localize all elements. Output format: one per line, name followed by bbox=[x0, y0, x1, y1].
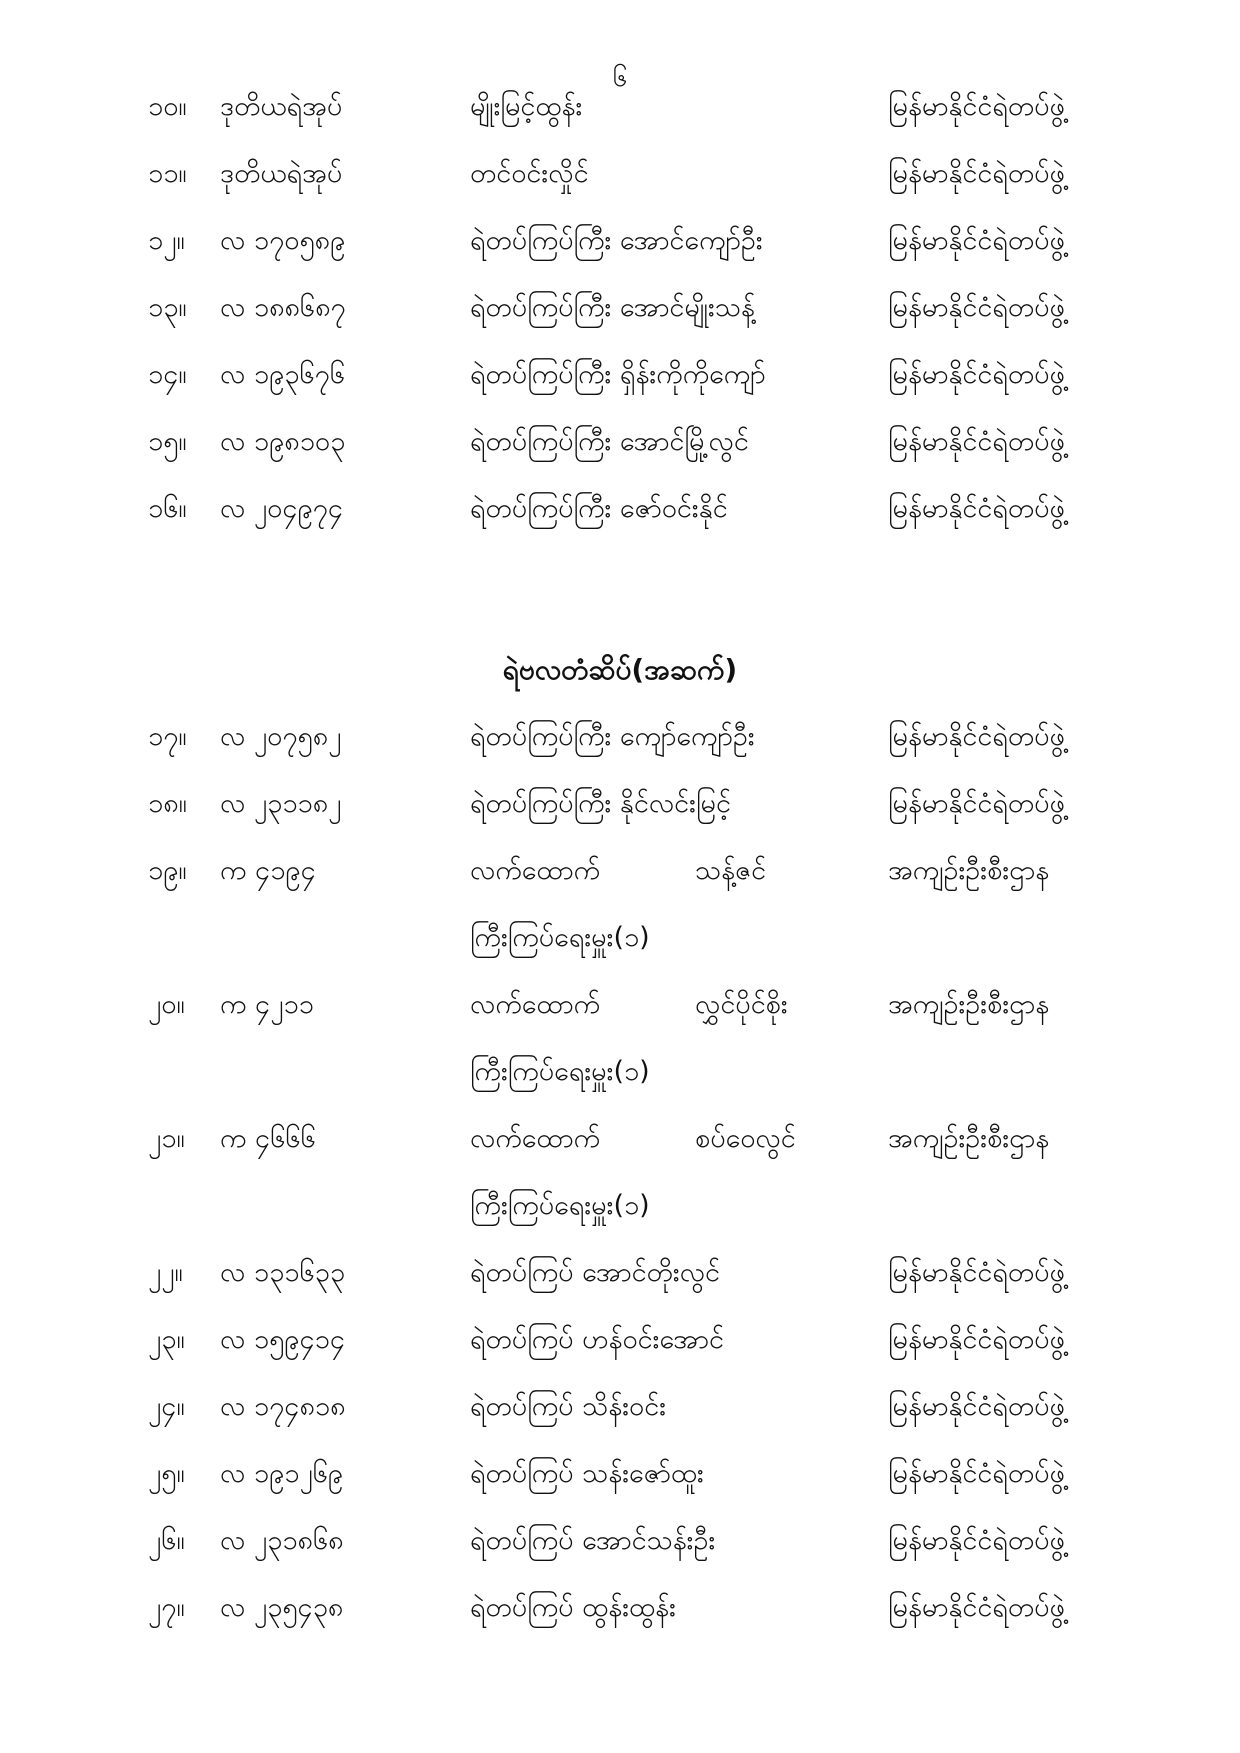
item-number: ၁၉။ bbox=[148, 855, 187, 886]
item-code: ဒုတိယရဲအုပ် bbox=[220, 158, 343, 189]
list-item bbox=[0, 149, 1240, 199]
list-item bbox=[0, 1516, 1240, 1566]
list-item bbox=[0, 1382, 1240, 1432]
list-item bbox=[0, 82, 1240, 132]
item-code: လ ၂၃၁၁၈၂ bbox=[220, 788, 342, 819]
item-unit: မြန်မာနိုင်ငံရဲတပ်ဖွဲ့ bbox=[888, 359, 1065, 390]
item-code: က ၄၆၆၆ bbox=[220, 1123, 316, 1154]
item-unit: မြန်မာနိုင်ငံရဲတပ်ဖွဲ့ bbox=[888, 1257, 1065, 1288]
item-unit: မြန်မာနိုင်ငံရဲတပ်ဖွဲ့ bbox=[888, 426, 1065, 457]
list-item bbox=[0, 712, 1240, 762]
item-unit: မြန်မာနိုင်ငံရဲတပ်ဖွဲ့ bbox=[888, 788, 1065, 819]
item-code: က ၄၁၉၄ bbox=[220, 855, 316, 886]
list-item bbox=[0, 417, 1240, 467]
item-number: ၁၈။ bbox=[148, 788, 187, 819]
list-item bbox=[0, 980, 1240, 1030]
item-name: ရဲတပ်ကြပ်ကြီး ကျော်ကျော်ဦး bbox=[470, 721, 755, 752]
item-number: ၁၅။ bbox=[148, 426, 187, 457]
item-unit: မြန်မာနိုင်ငံရဲတပ်ဖွဲ့ bbox=[888, 1458, 1065, 1489]
item-code: လ ၁၅၉၄၁၄ bbox=[220, 1324, 346, 1355]
item-name: ရဲတပ်ကြပ်ကြီး အောင်ကျော်ဦး bbox=[470, 225, 763, 256]
item-name: ရဲတပ်ကြပ်ကြီး ရှိန်းကိုကိုကျော် bbox=[470, 359, 766, 390]
section-title: ရဲဗလတံဆိပ်(အဆက်) bbox=[502, 653, 738, 686]
list-item bbox=[0, 846, 1240, 896]
item-number: ၁၁။ bbox=[148, 158, 187, 189]
item-code: လ ၁၈၈၆၈၇ bbox=[220, 292, 346, 323]
item-unit: မြန်မာနိုင်ငံရဲတပ်ဖွဲ့ bbox=[888, 1525, 1065, 1556]
item-rank: လက်ထောက် bbox=[470, 989, 601, 1020]
list-item bbox=[0, 1583, 1240, 1633]
item-number: ၂၀။ bbox=[148, 989, 185, 1020]
list-item bbox=[0, 1114, 1240, 1164]
item-number: ၂၁။ bbox=[148, 1123, 185, 1154]
item-code: လ ၁၉၁၂၆၉ bbox=[220, 1458, 344, 1489]
list-item bbox=[0, 779, 1240, 829]
item-code: လ ၁၇၀၅၈၉ bbox=[220, 225, 346, 256]
item-unit: မြန်မာနိုင်ငံရဲတပ်ဖွဲ့ bbox=[888, 1324, 1065, 1355]
page-number: ၆ bbox=[612, 63, 628, 93]
item-code: လ ၁၉၃၆၇၆ bbox=[220, 359, 346, 390]
list-item-continuation bbox=[0, 1047, 1240, 1097]
item-unit: အကျဉ်းဦးစီးဌာန bbox=[888, 1123, 1050, 1154]
item-name: ရဲတပ်ကြပ်ကြီး ဇော်ဝင်းနိုင် bbox=[470, 493, 728, 524]
list-item-continuation bbox=[0, 913, 1240, 963]
item-number: ၁၃။ bbox=[148, 292, 187, 323]
item-rank-continued: ကြီးကြပ်ရေးမှူး(၁) bbox=[470, 1056, 650, 1087]
item-rank-continued: ကြီးကြပ်ရေးမှူး(၁) bbox=[470, 1190, 650, 1221]
list-item bbox=[0, 1248, 1240, 1298]
item-unit: မြန်မာနိုင်ငံရဲတပ်ဖွဲ့ bbox=[888, 493, 1065, 524]
list-item bbox=[0, 1315, 1240, 1365]
item-number: ၂၆။ bbox=[148, 1525, 185, 1556]
item-number: ၁၀။ bbox=[148, 91, 187, 122]
item-number: ၁၄။ bbox=[148, 359, 187, 390]
item-unit: မြန်မာနိုင်ငံရဲတပ်ဖွဲ့ bbox=[888, 721, 1065, 752]
item-name: ရဲတပ်ကြပ်ကြီး အောင်မျိုးသန့် bbox=[470, 292, 755, 323]
item-unit: မြန်မာနိုင်ငံရဲတပ်ဖွဲ့ bbox=[888, 158, 1065, 189]
list-item bbox=[0, 484, 1240, 534]
item-unit: အကျဉ်းဦးစီးဌာန bbox=[888, 855, 1050, 886]
item-name: ရဲတပ်ကြပ် အောင်တိုးလွင် bbox=[470, 1257, 721, 1288]
item-rank-continued: ကြီးကြပ်ရေးမှူး(၁) bbox=[470, 922, 650, 953]
item-name: ရဲတပ်ကြပ် အောင်သန်းဦး bbox=[470, 1525, 716, 1556]
item-code: ဒုတိယရဲအုပ် bbox=[220, 91, 343, 122]
item-name: ရဲတပ်ကြပ် သန်းဇော်ထူး bbox=[470, 1458, 704, 1489]
item-name: သန့်ဇင် bbox=[695, 855, 767, 886]
item-name: ရဲတပ်ကြပ် ထွန်းထွန်း bbox=[470, 1592, 676, 1623]
item-number: ၁၂။ bbox=[148, 225, 185, 256]
item-number: ၂၇။ bbox=[148, 1592, 185, 1623]
item-name: ရဲတပ်ကြပ် သိန်းဝင်း bbox=[470, 1391, 667, 1422]
item-number: ၂၂။ bbox=[148, 1257, 183, 1288]
item-name: တင်ဝင်းလှိုင် bbox=[470, 158, 589, 189]
item-number: ၂၅။ bbox=[148, 1458, 185, 1489]
list-item bbox=[0, 1449, 1240, 1499]
item-unit: မြန်မာနိုင်ငံရဲတပ်ဖွဲ့ bbox=[888, 1391, 1065, 1422]
item-code: လ ၂၃၁၈၆၈ bbox=[220, 1525, 344, 1556]
item-name: ရဲတပ်ကြပ် ဟန်ဝင်းအောင် bbox=[470, 1324, 724, 1355]
item-number: ၁၇။ bbox=[148, 721, 187, 752]
list-item bbox=[0, 350, 1240, 400]
item-name: ရဲတပ်ကြပ်ကြီး နိုင်လင်းမြင့် bbox=[470, 788, 731, 819]
item-rank: လက်ထောက် bbox=[470, 855, 601, 886]
item-name: စပ်ဝေလွင် bbox=[695, 1123, 796, 1154]
item-code: က ၄၂၁၁ bbox=[220, 989, 314, 1020]
item-code: လ ၂၀၇၅၈၂ bbox=[220, 721, 342, 752]
item-number: ၁၆။ bbox=[148, 493, 187, 524]
item-name: ရဲတပ်ကြပ်ကြီး အောင်မြို့လွင် bbox=[470, 426, 749, 457]
list-item bbox=[0, 216, 1240, 266]
item-unit: မြန်မာနိုင်ငံရဲတပ်ဖွဲ့ bbox=[888, 225, 1065, 256]
item-name: မျိုးမြင့်ထွန်း bbox=[470, 91, 583, 122]
item-code: လ ၁၇၄၈၁၈ bbox=[220, 1391, 346, 1422]
item-unit: မြန်မာနိုင်ငံရဲတပ်ဖွဲ့ bbox=[888, 1592, 1065, 1623]
item-code: လ ၁၉၈၁၀၃ bbox=[220, 426, 346, 457]
list-item-continuation bbox=[0, 1181, 1240, 1231]
item-name: လွှင်ပိုင်စိုး bbox=[695, 989, 788, 1020]
item-unit: မြန်မာနိုင်ငံရဲတပ်ဖွဲ့ bbox=[888, 292, 1065, 323]
item-code: လ ၁၃၁၆၃၃ bbox=[220, 1257, 346, 1288]
item-unit: မြန်မာနိုင်ငံရဲတပ်ဖွဲ့ bbox=[888, 91, 1065, 122]
item-code: လ ၂၃၅၄၃၈ bbox=[220, 1592, 344, 1623]
item-rank: လက်ထောက် bbox=[470, 1123, 601, 1154]
list-item bbox=[0, 283, 1240, 333]
item-number: ၂၃။ bbox=[148, 1324, 185, 1355]
item-unit: အကျဉ်းဦးစီးဌာန bbox=[888, 989, 1050, 1020]
item-code: လ ၂၀၄၉၇၄ bbox=[220, 493, 344, 524]
item-number: ၂၄။ bbox=[148, 1391, 185, 1422]
